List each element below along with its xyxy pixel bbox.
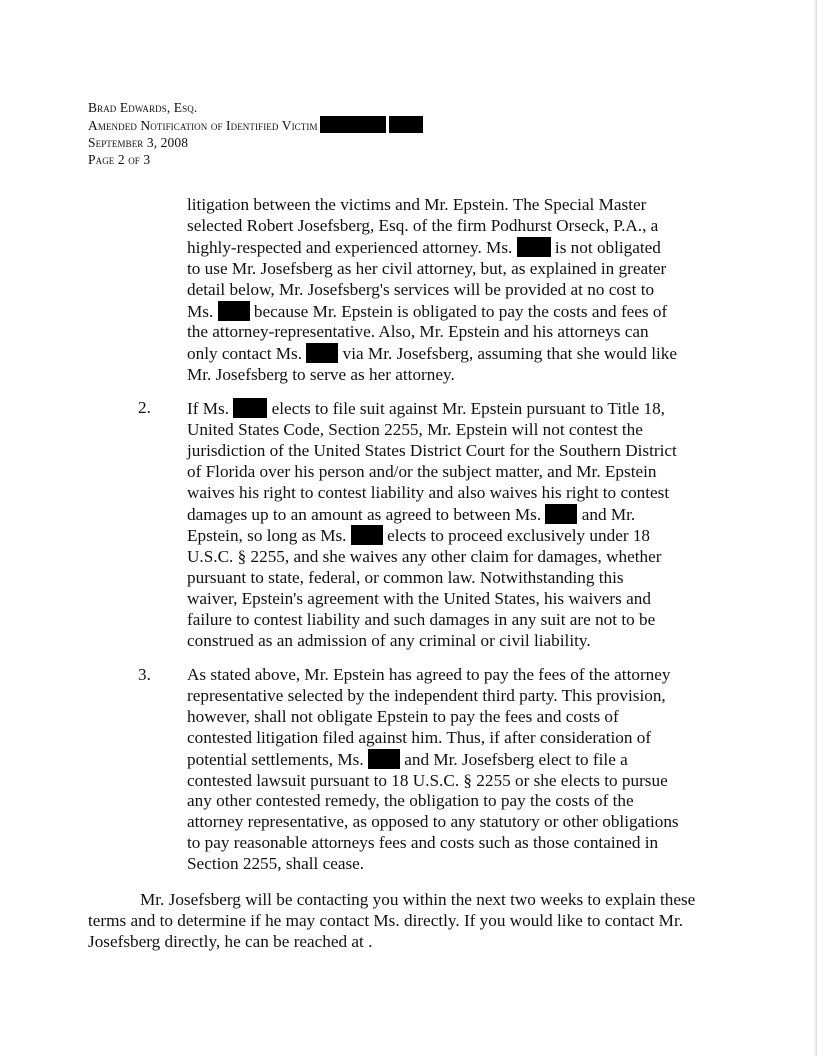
text-span: only contact Ms.	[187, 344, 303, 364]
text-line: attorney representative, as opposed to any statutory or other obligations	[187, 812, 679, 832]
text-span: Epstein, so long as Ms.	[187, 526, 347, 546]
text-line	[187, 749, 667, 771]
redaction-box	[389, 116, 423, 133]
redaction-box	[233, 398, 267, 418]
text-span: Josefsberg directly, he can be reached at	[88, 931, 364, 951]
redaction-box	[351, 525, 383, 545]
redaction-box	[218, 301, 250, 321]
letter-header	[88, 99, 423, 168]
text-line	[187, 301, 668, 323]
text-span: elects to proceed exclusively under 18	[387, 526, 651, 546]
text-line: contested lawsuit pursuant to 18 U.S.C. § 2255 or she elects to pursue	[187, 770, 668, 790]
redaction-box	[368, 749, 400, 769]
text-line	[187, 504, 667, 526]
text-line: detail below, Mr. Josefsberg's services will be provided at no cost to	[187, 279, 655, 299]
text-line: jurisdiction of the United States District Court for the Southern District	[187, 440, 677, 460]
text-span: directly. If you would like to contact Mr.	[403, 910, 684, 930]
text-span: and Mr. Josefsberg elect to file a	[404, 749, 628, 769]
text-span: damages up to an amount as agreed to between Ms.	[187, 504, 542, 524]
redaction-box	[517, 237, 551, 257]
text-line: pursuant to state, federal, or common law. Notwithstanding this	[187, 568, 624, 588]
text-span: potential settlements, Ms.	[187, 749, 364, 769]
item-number: 3.	[138, 665, 151, 684]
redaction-box	[320, 116, 386, 133]
redaction-box	[306, 343, 338, 363]
text-line: Mr. Josefsberg to serve as her attorney.	[187, 365, 455, 385]
text-line	[187, 237, 665, 259]
header-page-number: Page 2 of 3	[88, 152, 151, 167]
text-span: because Mr. Epstein is obligated to pay the costs and fees of	[253, 301, 668, 321]
text-line: Mr. Josefsberg will be contacting you within the next two weeks to explain these	[140, 890, 696, 909]
text-line: of Florida over his person and/or the subject matter, and Mr. Epstein	[187, 461, 657, 481]
text-span: and Mr.	[581, 504, 636, 524]
text-line: to use Mr. Josefsberg as her civil attorney, but, as explained in greater	[187, 258, 667, 278]
redaction-box	[545, 504, 577, 524]
text-line: waives his right to contest liability and also waives his right to contest	[187, 482, 670, 502]
text-span: terms and to determine if he may contact Ms.	[88, 910, 400, 930]
text-line: litigation between the victims and Mr. Epstein. The Special Master	[187, 195, 647, 214]
text-span: highly-respected and experienced attorney. Ms.	[187, 237, 513, 257]
text-span: elects to file suit against Mr. Epstein pursuant to Title 18,	[271, 399, 665, 418]
text-line: failure to contest liability and such damages in any suit are not to be	[187, 610, 656, 630]
text-line: waiver, Epstein's agreement with the United States, his waivers and	[187, 589, 651, 609]
item-number: 2.	[138, 398, 151, 417]
text-line: Section 2255, shall cease.	[187, 854, 365, 874]
closing-paragraph	[88, 890, 720, 953]
header-subject-line	[88, 116, 423, 134]
text-line: any other contested remedy, the obligation to pay the costs of the	[187, 791, 634, 811]
text-span: If Ms.	[187, 399, 230, 418]
numbered-item-3	[187, 665, 679, 875]
header-recipient: Brad Edwards, Esq.	[88, 100, 198, 115]
text-line: selected Robert Josefsberg, Esq. of the firm Podhurst Orseck, P.A., a	[187, 215, 659, 235]
text-line	[187, 343, 677, 365]
text-line: U.S.C. § 2255, and she waives any other claim for damages, whether	[187, 547, 662, 567]
text-line: contested litigation filed against him. Thus, if after consideration of	[187, 727, 652, 747]
text-line: United States Code, Section 2255, Mr. Epstein will not contest the	[187, 419, 643, 439]
text-line	[187, 525, 667, 547]
text-line: construed as an admission of any criminal or civil liability.	[187, 630, 591, 650]
text-span: .	[368, 931, 373, 951]
text-line: the attorney-representative. Also, Mr. Epstein and his attorneys can	[187, 322, 649, 342]
text-line	[88, 932, 720, 953]
text-span: is not obligated	[554, 237, 661, 257]
text-line: representative selected by the independent third party. This provision,	[187, 685, 666, 705]
header-date: September 3, 2008	[88, 135, 189, 150]
text-line	[88, 911, 720, 932]
continuation-paragraph	[187, 195, 677, 386]
numbered-item-2	[187, 398, 677, 652]
header-subject: Amended Notification of Identified Victim	[88, 118, 318, 133]
text-line: to pay reasonable attorneys fees and costs such as those contained in	[187, 833, 659, 853]
text-line	[187, 398, 667, 420]
text-span: Ms.	[187, 301, 214, 321]
text-span: via Mr. Josefsberg, assuming that she would like	[342, 344, 677, 364]
text-line: As stated above, Mr. Epstein has agreed to pay the fees of the attorney	[187, 665, 671, 684]
text-line: however, shall not obligate Epstein to pay the fees and costs of	[187, 706, 619, 726]
